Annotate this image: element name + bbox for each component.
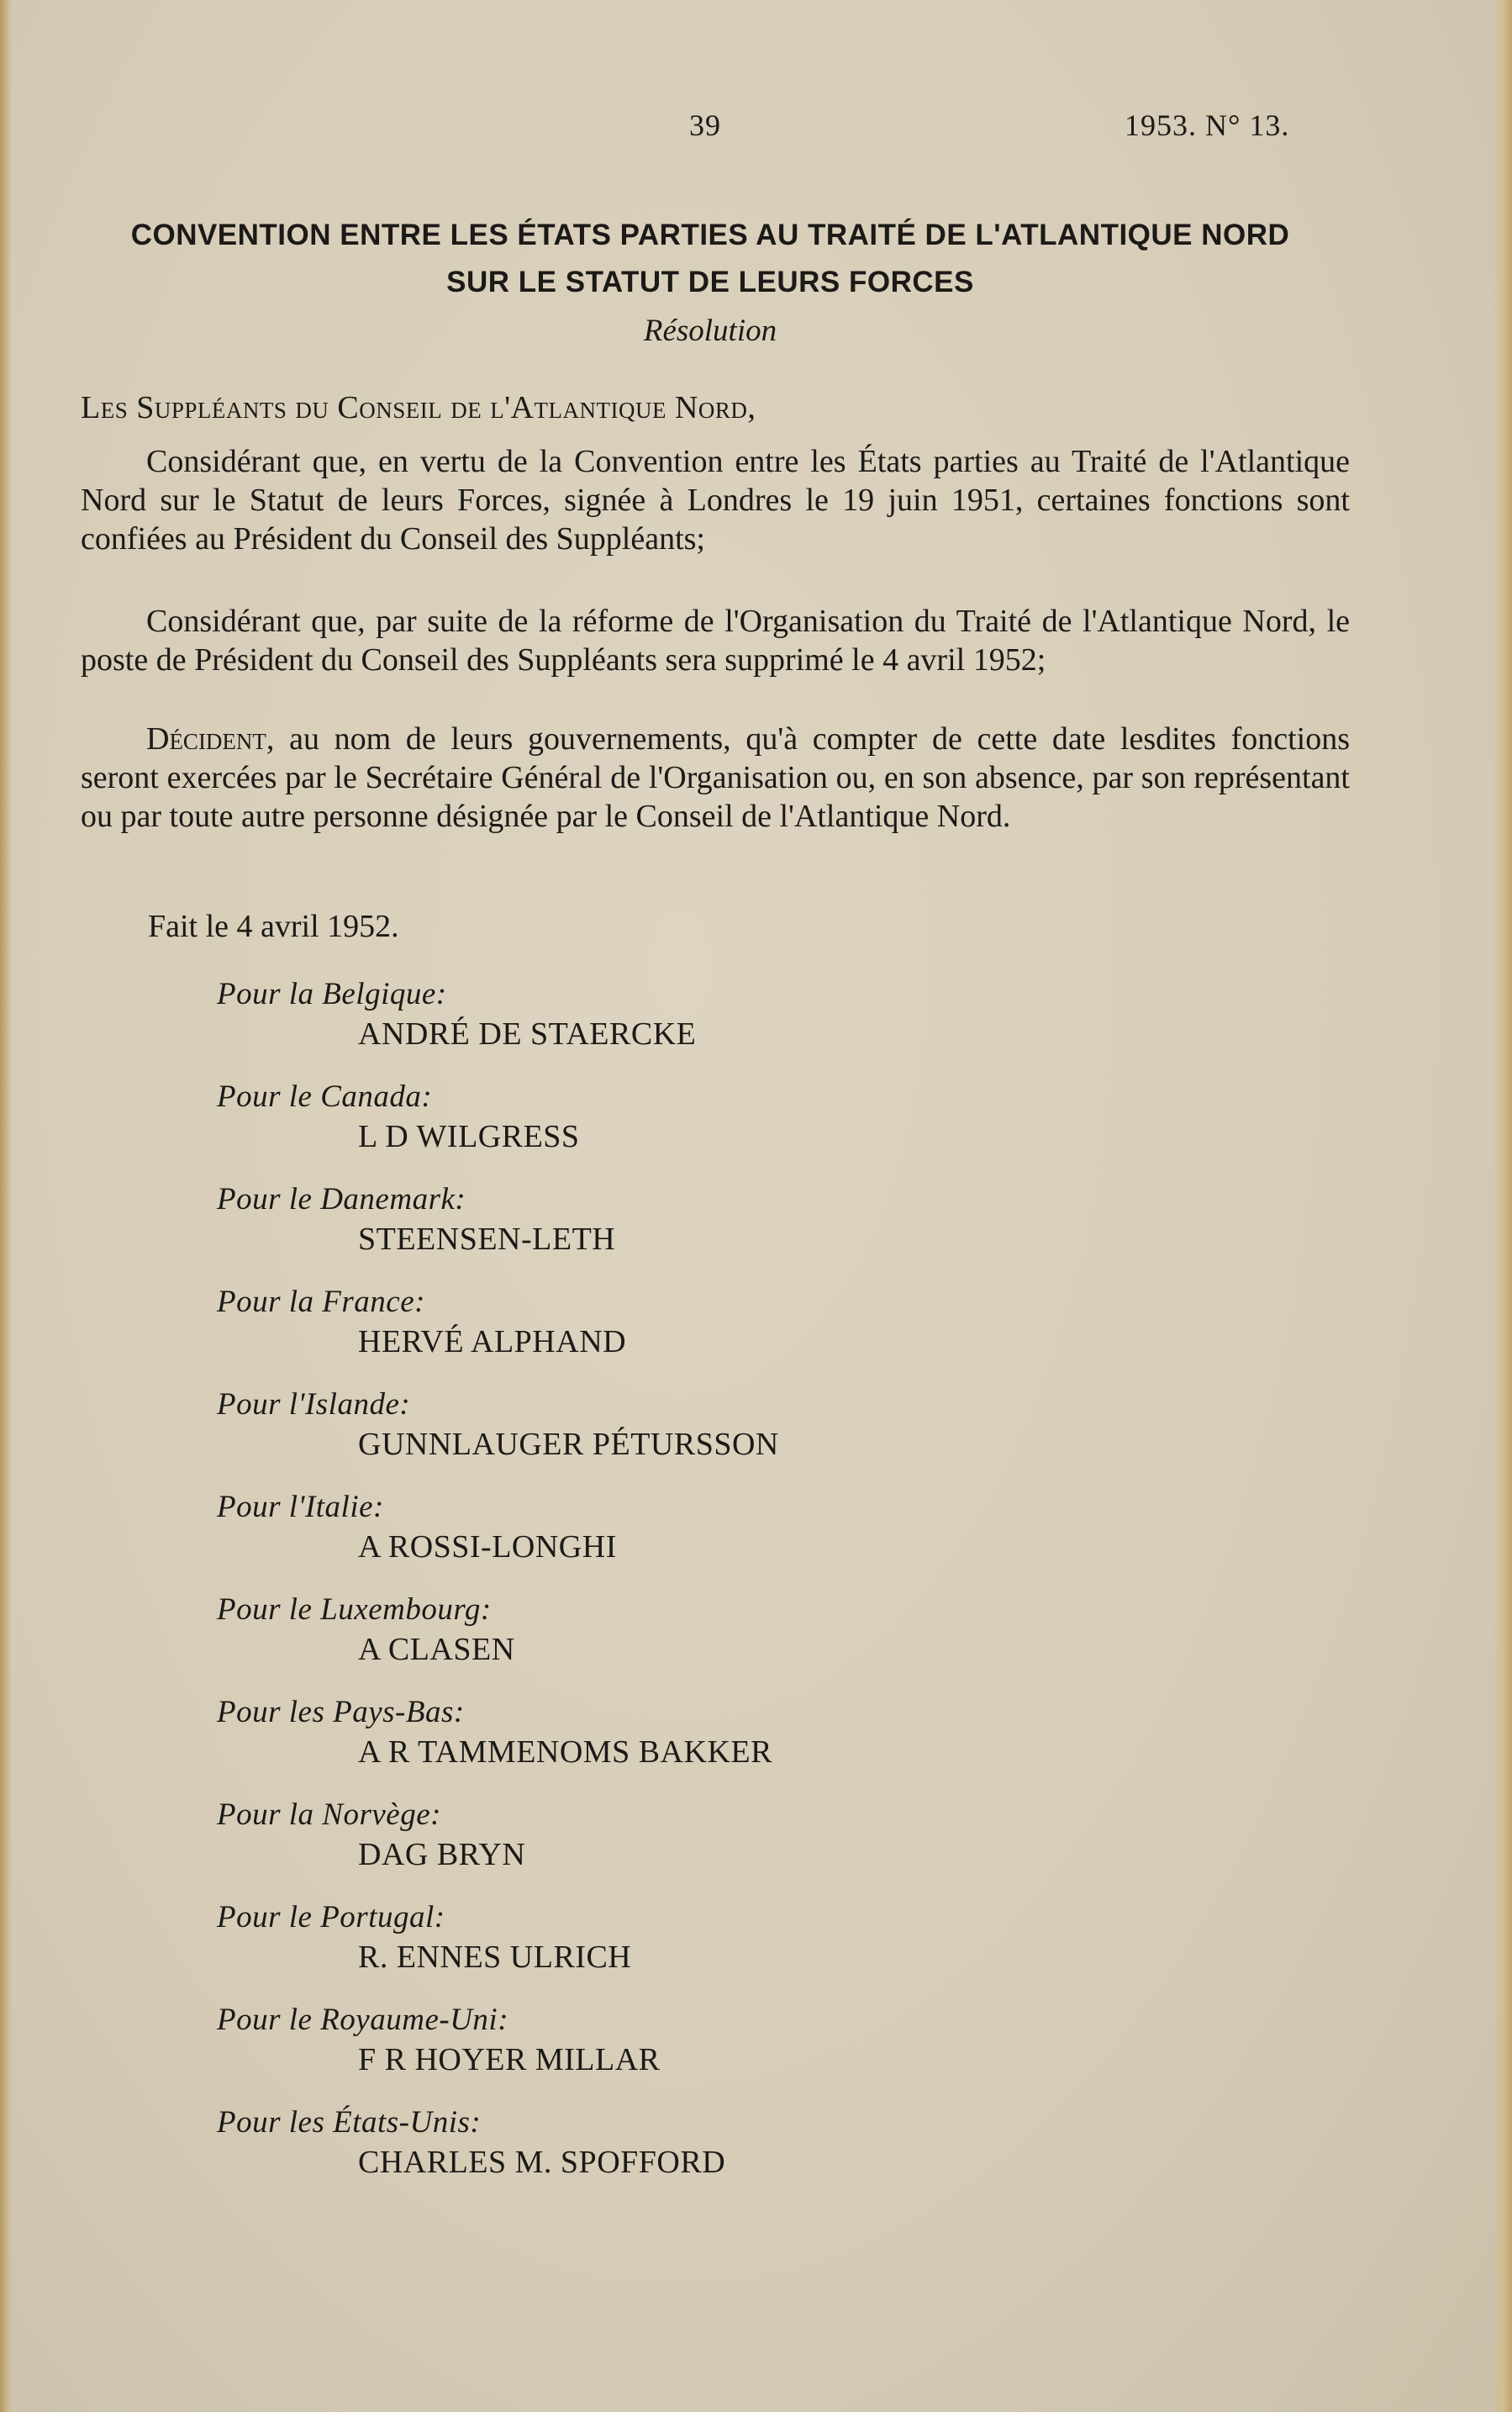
signature-block bbox=[217, 1180, 1309, 1283]
done-at-line: Fait le 4 avril 1952. bbox=[148, 909, 399, 944]
document-title bbox=[67, 212, 1353, 306]
page-number: 39 bbox=[689, 108, 721, 142]
signature-country: Pour l'Italie: bbox=[217, 1490, 384, 1524]
addressee-line: Les Suppléants du Conseil de l'Atlantique Nord, bbox=[81, 390, 756, 425]
signature-country: Pour les États-Unis: bbox=[217, 2105, 482, 2140]
signature-name: HERVÉ ALPHAND bbox=[358, 1324, 627, 1359]
signature-block bbox=[217, 1898, 1309, 2001]
signature-name: A R TAMMENOMS BAKKER bbox=[358, 1734, 772, 1770]
title-line-2: SUR LE STATUT DE LEURS FORCES bbox=[446, 266, 974, 298]
signature-block bbox=[217, 975, 1309, 1078]
signature-block bbox=[217, 1796, 1309, 1898]
treaty-reference: 1953. N° 13. bbox=[1125, 108, 1290, 142]
signature-block bbox=[217, 1385, 1309, 1488]
signature-country: Pour le Danemark: bbox=[217, 1182, 466, 1217]
signature-country: Pour le Royaume-Uni: bbox=[217, 2003, 509, 2037]
signature-block bbox=[217, 1078, 1309, 1180]
signatures-list bbox=[217, 975, 1309, 2206]
signature-country: Pour la Belgique: bbox=[217, 977, 447, 1011]
signature-block bbox=[217, 1488, 1309, 1591]
signature-block bbox=[217, 1693, 1309, 1796]
signature-name: R. ENNES ULRICH bbox=[358, 1940, 632, 1975]
signature-block bbox=[217, 1283, 1309, 1385]
signature-country: Pour le Canada: bbox=[217, 1079, 433, 1114]
paragraph-3-rest: , au nom de leurs gouvernements, qu'à compter de cette date lesdites fonctions seront exercées par le Secrétaire Général de l'Organisation ou, en son absence, par son représentant ou par toute autre personne désignée par le Conseil de l'Atlantique Nord. bbox=[81, 721, 1350, 834]
signature-name: F R HOYER MILLAR bbox=[358, 2042, 661, 2077]
page-header bbox=[0, 108, 1512, 158]
signature-name: STEENSEN-LETH bbox=[358, 1222, 616, 1257]
signature-country: Pour l'Islande: bbox=[217, 1387, 411, 1422]
signature-country: Pour le Portugal: bbox=[217, 1900, 445, 1934]
signature-block bbox=[217, 1591, 1309, 1693]
paragraph-3 bbox=[81, 720, 1350, 836]
signature-name: ANDRÉ DE STAERCKE bbox=[358, 1016, 697, 1052]
title-line-1: CONVENTION ENTRE LES ÉTATS PARTIES AU TRAITÉ DE L'ATLANTIQUE NORD bbox=[130, 219, 1290, 251]
signature-country: Pour la Norvège: bbox=[217, 1797, 441, 1832]
signature-name: DAG BRYN bbox=[358, 1837, 526, 1872]
signature-name: L D WILGRESS bbox=[358, 1119, 580, 1154]
signature-block bbox=[217, 2001, 1309, 2103]
paragraph-2: Considérant que, par suite de la réforme de l'Organisation du Traité de l'Atlantique Nord, le poste de Président du Conseil des Suppléants sera supprimé le 4 avril 1952; bbox=[81, 604, 1350, 678]
signature-name: GUNNLAUGER PÉTURSSON bbox=[358, 1427, 779, 1462]
page-left-edge bbox=[0, 0, 12, 2412]
document-subtitle: Résolution bbox=[643, 314, 777, 348]
paragraph-3-lead: Décident bbox=[146, 721, 266, 757]
signature-block bbox=[217, 2103, 1309, 2206]
signature-name: A ROSSI-LONGHI bbox=[358, 1529, 617, 1565]
signature-name: CHARLES M. SPOFFORD bbox=[358, 2145, 726, 2180]
signature-name: A CLASEN bbox=[358, 1632, 515, 1667]
signature-country: Pour le Luxembourg: bbox=[217, 1592, 492, 1627]
signature-country: Pour la France: bbox=[217, 1285, 425, 1319]
paragraph-1: Considérant que, en vertu de la Convention entre les États parties au Traité de l'Atlantique Nord sur le Statut de leurs Forces, signée à Londres le 19 juin 1951, certaines fonctions sont confiées au Président du Conseil des Suppléants; bbox=[81, 444, 1350, 557]
page-right-edge bbox=[1494, 0, 1512, 2412]
signature-country: Pour les Pays-Bas: bbox=[217, 1695, 465, 1729]
